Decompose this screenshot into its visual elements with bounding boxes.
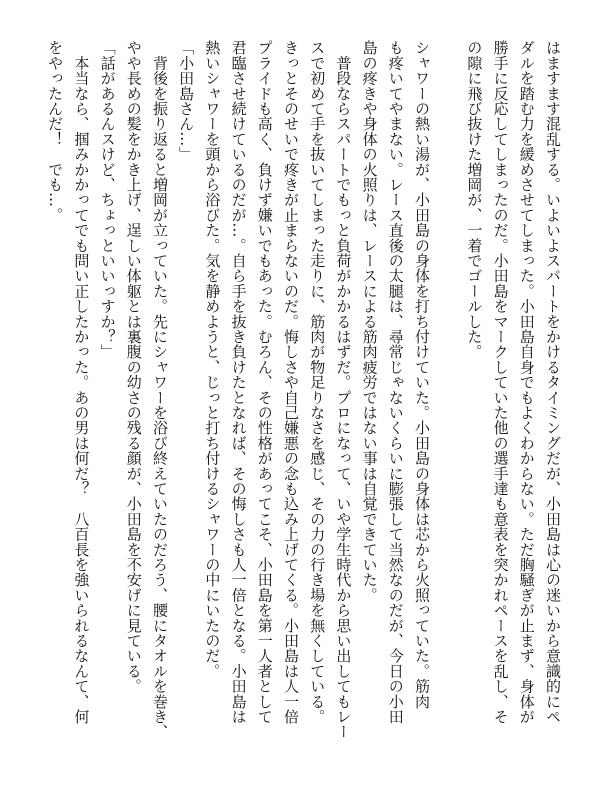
vertical-text-body [42,40,566,770]
text-line: 本当なら、掴みかかってでも問い正したかった。あの男は何だ？ 八百長を強いられるなんて、何 [72,40,91,724]
text-line: 普段ならスパートでもっと負荷がかかるはずだ。プロになって、いや学生時代から思い出してもレー [334,40,353,740]
text-line: シャワーの熱い湯が、小田島の身体を打ち付けていた。小田島の身体は芯から火照っていた。筋肉 [413,40,431,709]
text-line: 「小田島さん…」 [177,40,196,162]
text-line: 君臨させ続けているのだが…。自ら手を抜き負けたとなれば、その悔しさも人一倍となる。小田島は [229,40,248,724]
paragraph-break [435,40,461,770]
text-line: スで初めて手を抜いてしまった走りに、筋肉が物足りなさを感じ、その力の行き場を無くしている。 [308,40,327,724]
text-line: 「話があるんスけど、ちょっといいっすか？」 [98,40,117,360]
text-line: の隙に飛び抜けた増岡が、一着でゴールした。 [465,40,484,360]
text-line: きっとそのせいで疼きが止まらないのだ。悔しさや自己嫌悪の念も込み上げてくる。小田島は人一倍 [281,40,300,724]
text-line: 背後を振り返ると増岡が立っていた。先にシャワーを浴び終えていたのだろう、腰にタオルを巻き、 [150,40,169,740]
text-line: をやったんだ！ でも…。 [46,40,65,223]
text-line: 勝手に反応してしまったのだ。小田島をマークしていた他の選手達も意表を突かれペースを乱し、そ [491,40,510,724]
text-line: も疼いてやまない。レース直後の太腿は、尋常じゃないくらいに膨張して当然なのだが、今日の小田 [386,40,405,724]
text-line: 熱いシャワーを頭から浴びた。気を静めようと、じっと打ち付けるシャワーの中にいたのだ。 [203,40,222,679]
text-line: 島の疼きや身体の火照りは、レースによる筋肉疲労ではない事は自覚できていた。 [360,40,379,603]
text-line: プライドも高く、負けず嫌いでもあった。むろん、その性格があってこそ、小田島を第一人者として [255,40,274,724]
text-line: ダルを踏む力を緩めさせてしまった。小田島自身でもよくわからない。ただ胸騒ぎが止まず、身体が [517,40,536,724]
text-line: やや長めの髪をかき上げ、逞しい体躯とは裏腹の幼さの残る顔が、小田島を不安げに見ている。 [124,40,143,694]
text-line: はますます混乱する。いよいよスパートをかけるタイミングだが、小田島は心の迷いから意識的にペ [544,40,562,724]
